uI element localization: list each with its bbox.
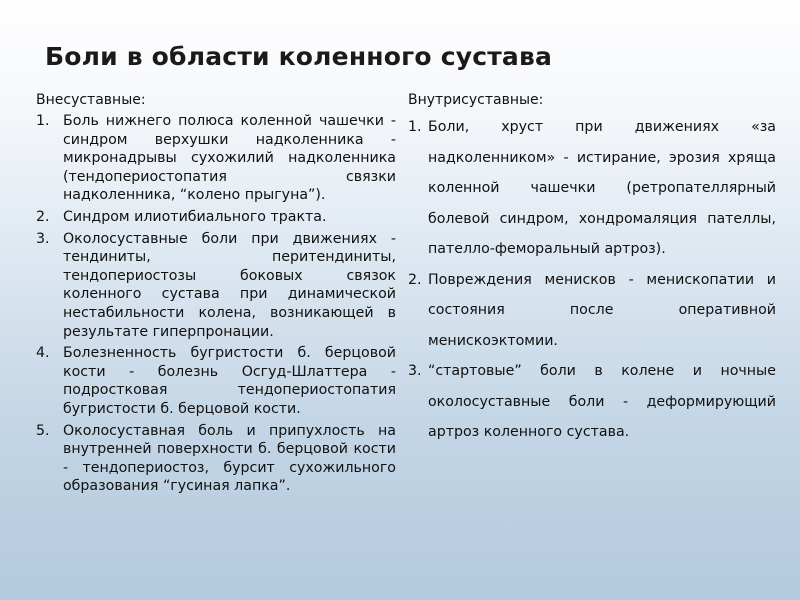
list-item-text: Болезненность бугристости б. берцовой кости - болезнь Осгуд-Шлаттера - подростковая тендопериостопатия бугристости б. берцовой кости. — [63, 345, 396, 417]
list-item-number: 4. — [36, 345, 50, 362]
list-item-text: Боль нижнего полюса коленной чашечки - синдром верхушки надколенника - микронадрывы сухожилий надколенника (тендопериостопатия связки надколенника, “колено прыгуна”). — [63, 113, 396, 204]
list-item-text: Синдром илиотибиального тракта. — [63, 208, 327, 225]
extra-articular-header: Внесуставные: — [36, 92, 146, 108]
list-item — [36, 344, 396, 418]
list-item-number: 1. — [408, 119, 422, 135]
list-item-number: 3. — [408, 363, 422, 379]
list-item-number: 2. — [408, 271, 422, 288]
list-item-text: Околосуставная боль и припухлость на внутренней поверхности б. берцовой кости - тендопериостоз, бурсит сухожильного образования “гусиная лапка”. — [63, 422, 396, 495]
extra-articular-column — [36, 92, 396, 499]
list-item-text: “стартовые” боли в колене и ночные околосуставные боли - деформирующий артроз коленного сустава. — [428, 363, 776, 440]
list-item — [36, 230, 396, 342]
list-item-text: Повреждения менисков - менископатии и состояния после оперативной менискоэктомии. — [428, 271, 776, 349]
slide-title: Боли в области коленного сустава — [45, 42, 553, 71]
list-item — [36, 422, 396, 496]
list-item-number: 5. — [36, 422, 50, 439]
list-item-text: Боли, хруст при движениях «за надколенником» - истирание, эрозия хряща коленной чашечки (ретропателлярный болевой синдром, хондромаляция пателлы, пателло-феморальный артроз). — [428, 119, 776, 257]
intra-articular-column — [408, 92, 776, 448]
extra-articular-list — [36, 112, 396, 496]
list-item-number: 3. — [36, 230, 50, 247]
intra-articular-header: Внутрисуставные: — [408, 92, 544, 108]
list-item — [408, 356, 776, 448]
intra-articular-list — [408, 112, 776, 448]
list-item-number: 2. — [36, 208, 50, 225]
list-item-text: Околосуставные боли при движениях - тендиниты, перитендиниты, тендопериостозы боковых связок коленного сустава при динамической нестабильности колена, возникающей в результате гиперпронации. — [63, 230, 396, 340]
list-item — [408, 265, 776, 357]
list-item-number: 1. — [36, 113, 50, 129]
list-item — [408, 112, 776, 265]
list-item — [36, 112, 396, 205]
list-item — [36, 208, 396, 227]
